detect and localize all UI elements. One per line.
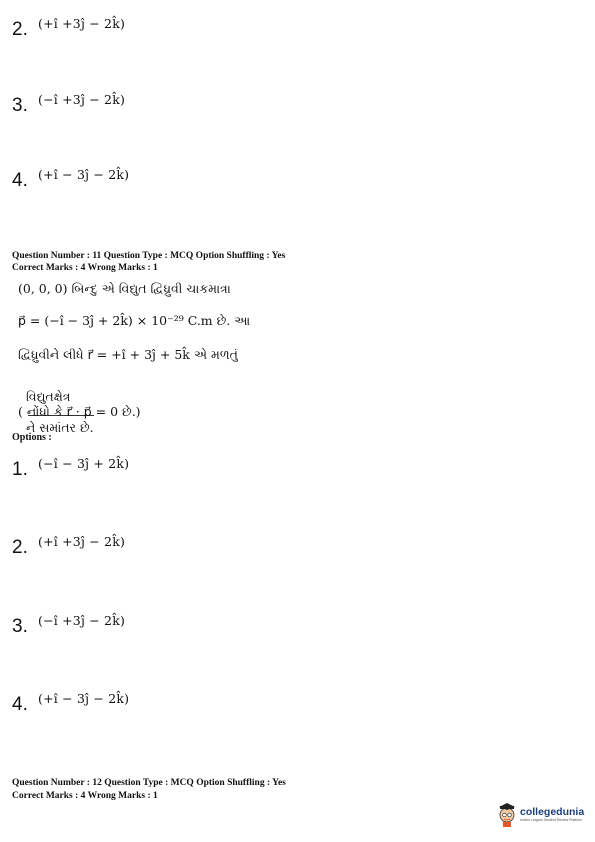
option-number: 1. [12, 459, 28, 480]
option-number: 2. [12, 19, 28, 40]
option-1[interactable] [12, 456, 130, 480]
question-12-marks: Correct Marks : 4 Wrong Marks : 1 [12, 791, 158, 801]
question-text-line-4-start: વિદ્યુતક્ષેત્ર [25, 389, 71, 404]
collegedunia-logo [497, 800, 589, 830]
option-number: 3. [12, 616, 28, 637]
option-3-top[interactable] [12, 92, 126, 116]
option-4[interactable] [12, 691, 130, 715]
question-text-line-4-end: ને સમાંતર છે. [25, 420, 94, 435]
mascot-icon [497, 803, 517, 827]
option-expression: (+î − 3ĵ − 2k̂) [38, 691, 130, 706]
option-3[interactable] [12, 613, 126, 637]
option-expression: (+î +3ĵ − 2k̂) [38, 534, 126, 549]
options-label: Options : [12, 432, 52, 443]
option-4-top[interactable] [12, 167, 130, 191]
option-expression: (+î − 3ĵ − 2k̂) [38, 167, 130, 182]
question-11-marks: Correct Marks : 4 Wrong Marks : 1 [12, 263, 158, 273]
question-text-line-3: દ્વિધ્રુવીને લીધે r⃗ = +î + 3ĵ + 5k̂ એ મળતું [18, 347, 238, 362]
option-expression: (−î − 3ĵ + 2k̂) [38, 456, 130, 471]
option-number: 4. [12, 170, 28, 191]
option-expression: (+î +3ĵ − 2k̂) [38, 16, 126, 31]
option-expression: (−î +3ĵ − 2k̂) [38, 613, 126, 628]
question-text-line-1: (0, 0, 0) બિન્દુ એ વિદ્યુત દ્વિધ્રુવી ચાકમાત્રા [18, 281, 231, 296]
option-number: 2. [12, 537, 28, 558]
question-text-line-5: ( નોંધો કે r⃗ · p⃗ = 0 છે.) [18, 404, 141, 419]
logo-tagline: India's Largest Student Review Platform [520, 818, 583, 822]
option-2[interactable] [12, 534, 126, 558]
logo-name: collegedunia [520, 806, 585, 818]
option-number: 3. [12, 95, 28, 116]
option-number: 4. [12, 694, 28, 715]
option-2-top[interactable] [12, 16, 126, 40]
question-11-header: Question Number : 11 Question Type : MCQ Option Shuffling : Yes [12, 251, 286, 261]
question-12-header: Question Number : 12 Question Type : MCQ Option Shuffling : Yes [12, 778, 286, 788]
option-expression: (−î +3ĵ − 2k̂) [38, 92, 126, 107]
question-text-line-2: p⃗ = (−î − 3ĵ + 2k̂) × 10⁻²⁹ C.m છે. આ [18, 313, 251, 328]
